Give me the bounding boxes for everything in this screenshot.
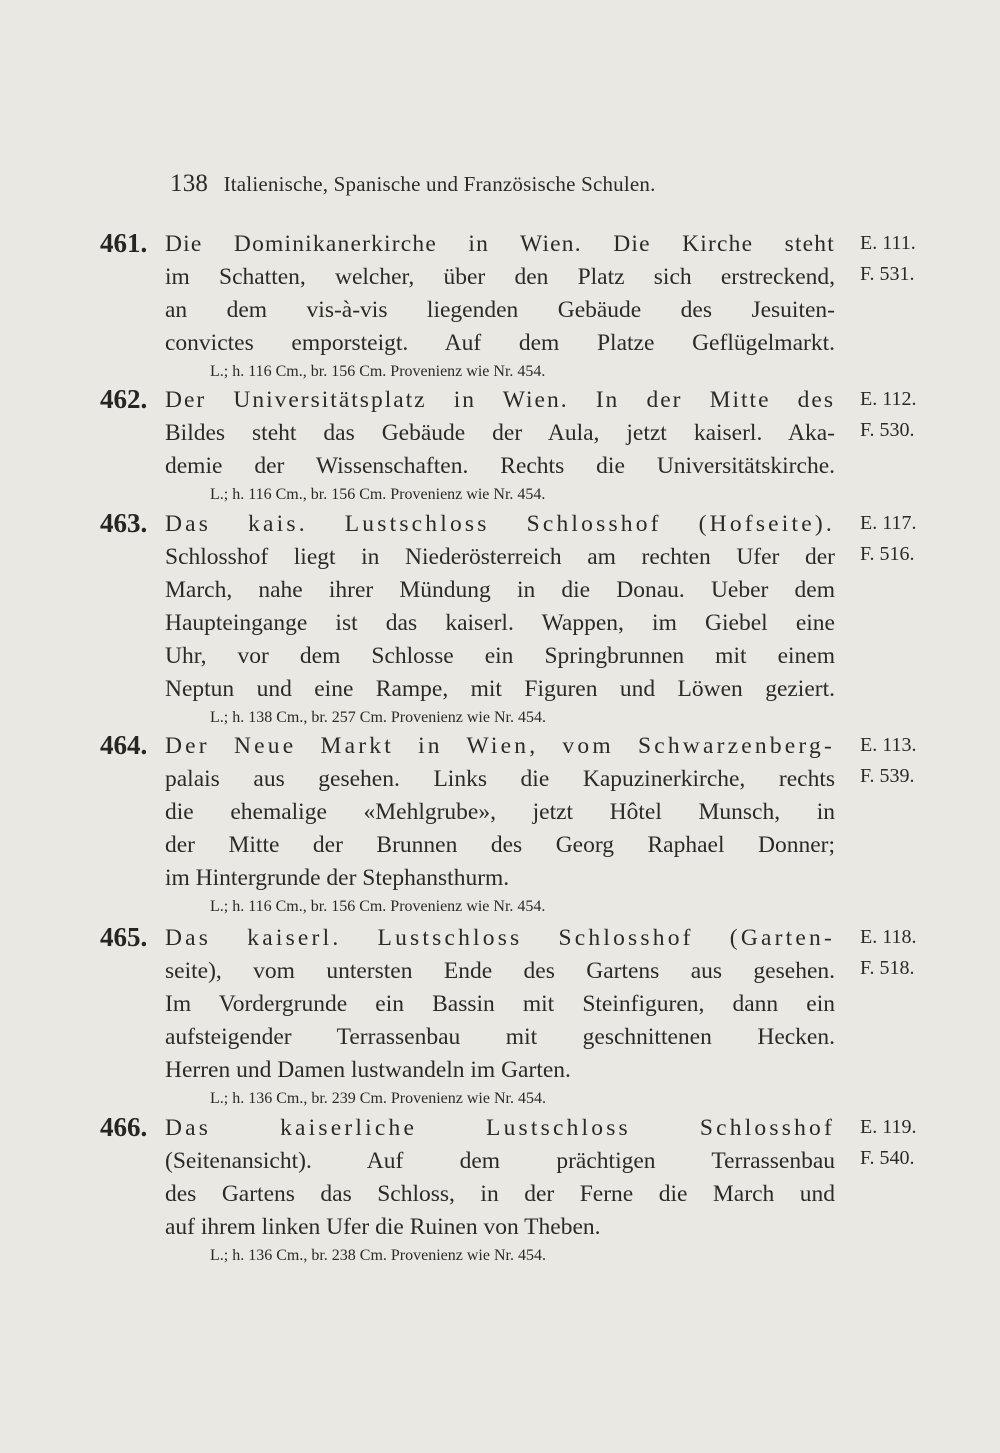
catalog-entry-466 xyxy=(100,1112,940,1267)
entry-line: aufsteigender Terrassenbau mit geschnittenen Hecken. xyxy=(165,1024,835,1050)
entry-meta: L.; h. 116 Cm., br. 156 Cm. Provenienz wie Nr. 454. xyxy=(210,486,546,503)
entry-meta: L.; h. 136 Cm., br. 238 Cm. Provenienz wie Nr. 454. xyxy=(210,1247,546,1264)
ref-f: F. 531. xyxy=(860,263,915,285)
entry-number: 463. xyxy=(100,508,148,538)
entry-text xyxy=(165,228,835,383)
entry-number: 462. xyxy=(100,384,148,414)
entry-refs xyxy=(860,508,940,570)
catalog-entry-461 xyxy=(100,228,940,383)
entry-number: 464. xyxy=(100,730,148,760)
catalog-entry-462 xyxy=(100,384,940,506)
entry-line: Im Vordergrunde ein Bassin mit Steinfiguren, dann ein xyxy=(165,991,835,1017)
ref-f: F. 518. xyxy=(860,957,915,979)
entry-line: der Mitte der Brunnen des Georg Raphael Donner; xyxy=(165,832,835,858)
entry-refs xyxy=(860,384,940,446)
entry-refs xyxy=(860,228,940,290)
ref-e: E. 117. xyxy=(860,512,917,534)
entry-meta: L.; h. 116 Cm., br. 156 Cm. Provenienz wie Nr. 454. xyxy=(210,898,546,915)
entry-line: auf ihrem linken Ufer die Ruinen von Theben. xyxy=(165,1214,601,1240)
ref-e: E. 113. xyxy=(860,734,917,756)
entry-line: die ehemalige «Mehlgrube», jetzt Hôtel Munsch, in xyxy=(165,799,835,825)
page-number: 138 xyxy=(170,170,209,197)
ref-f: F. 539. xyxy=(860,765,915,787)
entry-line: Schlosshof liegt in Niederösterreich am rechten Ufer der xyxy=(165,544,835,570)
catalog-entry-465 xyxy=(100,922,940,1110)
entry-line: an dem vis-à-vis liegenden Gebäude des Jesuiten- xyxy=(165,297,835,323)
entry-line: palais aus gesehen. Links die Kapuzinerkirche, rechts xyxy=(165,766,835,792)
ref-f: F. 540. xyxy=(860,1147,915,1169)
entry-text xyxy=(165,922,835,1110)
entry-line: im Hintergrunde der Stephansthurm. xyxy=(165,865,510,891)
entry-line: convictes emporsteigt. Auf dem Platze Geflügelmarkt. xyxy=(165,330,835,356)
ref-e: E. 119. xyxy=(860,1116,917,1138)
entry-line: Haupteingange ist das kaiserl. Wappen, im Giebel eine xyxy=(165,610,835,636)
ref-f: F. 530. xyxy=(860,419,915,441)
entry-number: 461. xyxy=(100,228,148,258)
entry-line: seite), vom untersten Ende des Gartens aus gesehen. xyxy=(165,958,835,984)
entry-meta: L.; h. 138 Cm., br. 257 Cm. Provenienz wie Nr. 454. xyxy=(210,709,546,726)
entry-text xyxy=(165,384,835,506)
entry-text xyxy=(165,508,835,729)
entry-text xyxy=(165,730,835,918)
entry-line: im Schatten, welcher, über den Platz sich erstreckend, xyxy=(165,264,835,290)
entry-refs xyxy=(860,730,940,792)
entry-refs xyxy=(860,1112,940,1174)
entry-line: Uhr, vor dem Schlosse ein Springbrunnen mit einem xyxy=(165,643,835,669)
running-title: Italienische, Spanische und Französische Schulen. xyxy=(223,172,656,196)
entry-meta: L.; h. 136 Cm., br. 239 Cm. Provenienz wie Nr. 454. xyxy=(210,1090,546,1107)
entry-line: (Seitenansicht). Auf dem prächtigen Terrassenbau xyxy=(165,1148,835,1174)
entry-line: Der Neue Markt in Wien, vom Schwarzenberg- xyxy=(165,733,835,759)
entry-line: Die Dominikanerkirche in Wien. Die Kirche steht xyxy=(165,231,835,257)
entry-line: demie der Wissenschaften. Rechts die Universitätskirche. xyxy=(165,453,835,479)
entry-refs xyxy=(860,922,940,984)
ref-f: F. 516. xyxy=(860,543,915,565)
ref-e: E. 111. xyxy=(860,232,916,254)
entry-line: Der Universitätsplatz in Wien. In der Mitte des xyxy=(165,387,835,413)
entry-line: Neptun und eine Rampe, mit Figuren und Löwen geziert. xyxy=(165,676,835,702)
entry-line: des Gartens das Schloss, in der Ferne die March und xyxy=(165,1181,835,1207)
entry-number: 465. xyxy=(100,922,148,952)
entry-line: Bildes steht das Gebäude der Aula, jetzt kaiserl. Aka- xyxy=(165,420,835,446)
entry-line: Das kaiserliche Lustschloss Schlosshof xyxy=(165,1115,835,1141)
entry-line: March, nahe ihrer Mündung in die Donau. Ueber dem xyxy=(165,577,835,603)
ref-e: E. 118. xyxy=(860,926,917,948)
entry-meta: L.; h. 116 Cm., br. 156 Cm. Provenienz wie Nr. 454. xyxy=(210,363,546,380)
ref-e: E. 112. xyxy=(860,388,917,410)
entry-line: Das kais. Lustschloss Schlosshof (Hofseite). xyxy=(165,511,835,537)
entry-line: Das kaiserl. Lustschloss Schlosshof (Garten- xyxy=(165,925,835,951)
catalog-entry-464 xyxy=(100,730,940,918)
entry-line: Herren und Damen lustwandeln im Garten. xyxy=(165,1057,571,1083)
entry-number: 466. xyxy=(100,1112,148,1142)
running-header xyxy=(170,170,656,198)
catalog-entry-463 xyxy=(100,508,940,729)
entry-text xyxy=(165,1112,835,1267)
